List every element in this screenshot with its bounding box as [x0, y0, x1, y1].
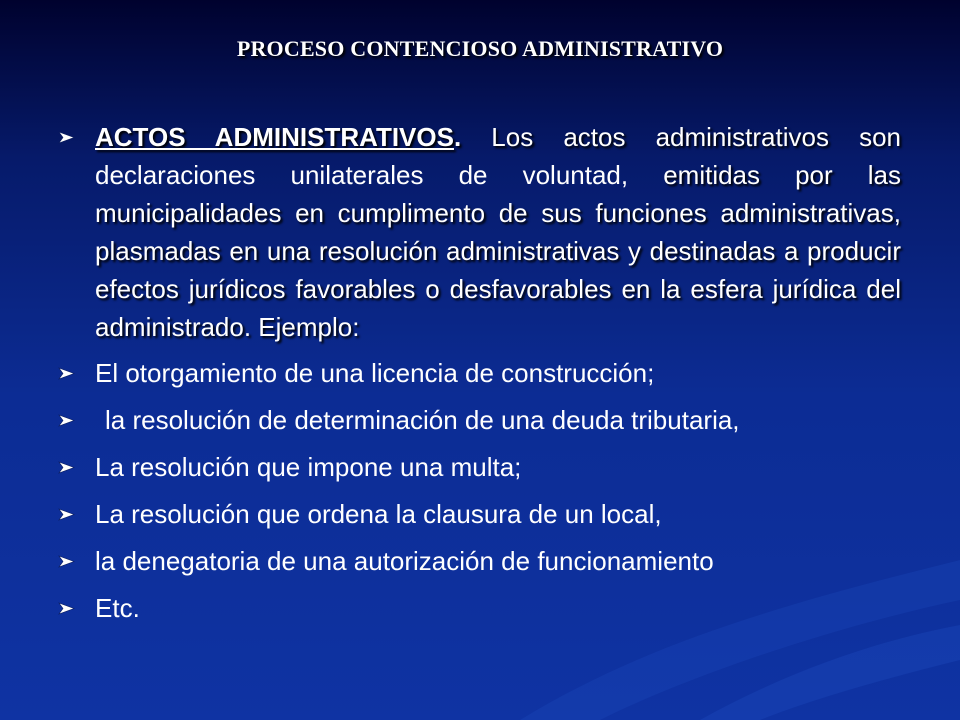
example-item-2: [58, 448, 901, 487]
example-text: la resolución de determinación de una deuda tributaria,: [105, 405, 740, 435]
example-item-5: [58, 589, 901, 628]
example-text: La resolución que ordena la clausura de un local,: [95, 499, 662, 529]
main-item-text-3: emitidas por las municipalidades en cumplimento de sus funciones administrativas, plasmadas en una resolución administrativas y destinadas a producir efectos jurídicos favorables o desfavorables en la esfera jurídica del administrado. Ejemplo:: [95, 160, 901, 342]
main-item-heading: ACTOS ADMINISTRATIVOS: [95, 122, 454, 152]
example-item-0: [58, 354, 901, 393]
example-text: La resolución que impone una multa;: [95, 452, 522, 482]
example-text: la denegatoria de una autorización de funcionamiento: [95, 546, 714, 576]
main-item-text-1: Los actos administrativos son: [461, 122, 901, 152]
arrowhead-bullet-icon: [58, 414, 75, 427]
arrowhead-bullet-icon: [58, 461, 75, 474]
main-bullet-item: [58, 118, 901, 346]
example-item-4: [58, 542, 901, 581]
arrowhead-bullet-icon: [58, 131, 75, 144]
example-text: El otorgamiento de una licencia de construcción;: [95, 358, 655, 388]
example-item-3: [58, 495, 901, 534]
main-item-text-2: declaraciones unilaterales de voluntad,: [95, 160, 629, 190]
arrowhead-bullet-icon: [58, 508, 75, 521]
main-item-heading-punct: .: [453, 122, 462, 152]
arrowhead-bullet-icon: [58, 602, 75, 615]
slide-title: PROCESO CONTENCIOSO ADMINISTRATIVO: [236, 36, 724, 61]
example-item-1: [58, 401, 901, 440]
slide-content: [58, 118, 901, 628]
arrowhead-bullet-icon: [58, 555, 75, 568]
main-item-text: [95, 122, 901, 342]
example-text: Etc.: [95, 593, 140, 623]
arrowhead-bullet-icon: [58, 367, 75, 380]
